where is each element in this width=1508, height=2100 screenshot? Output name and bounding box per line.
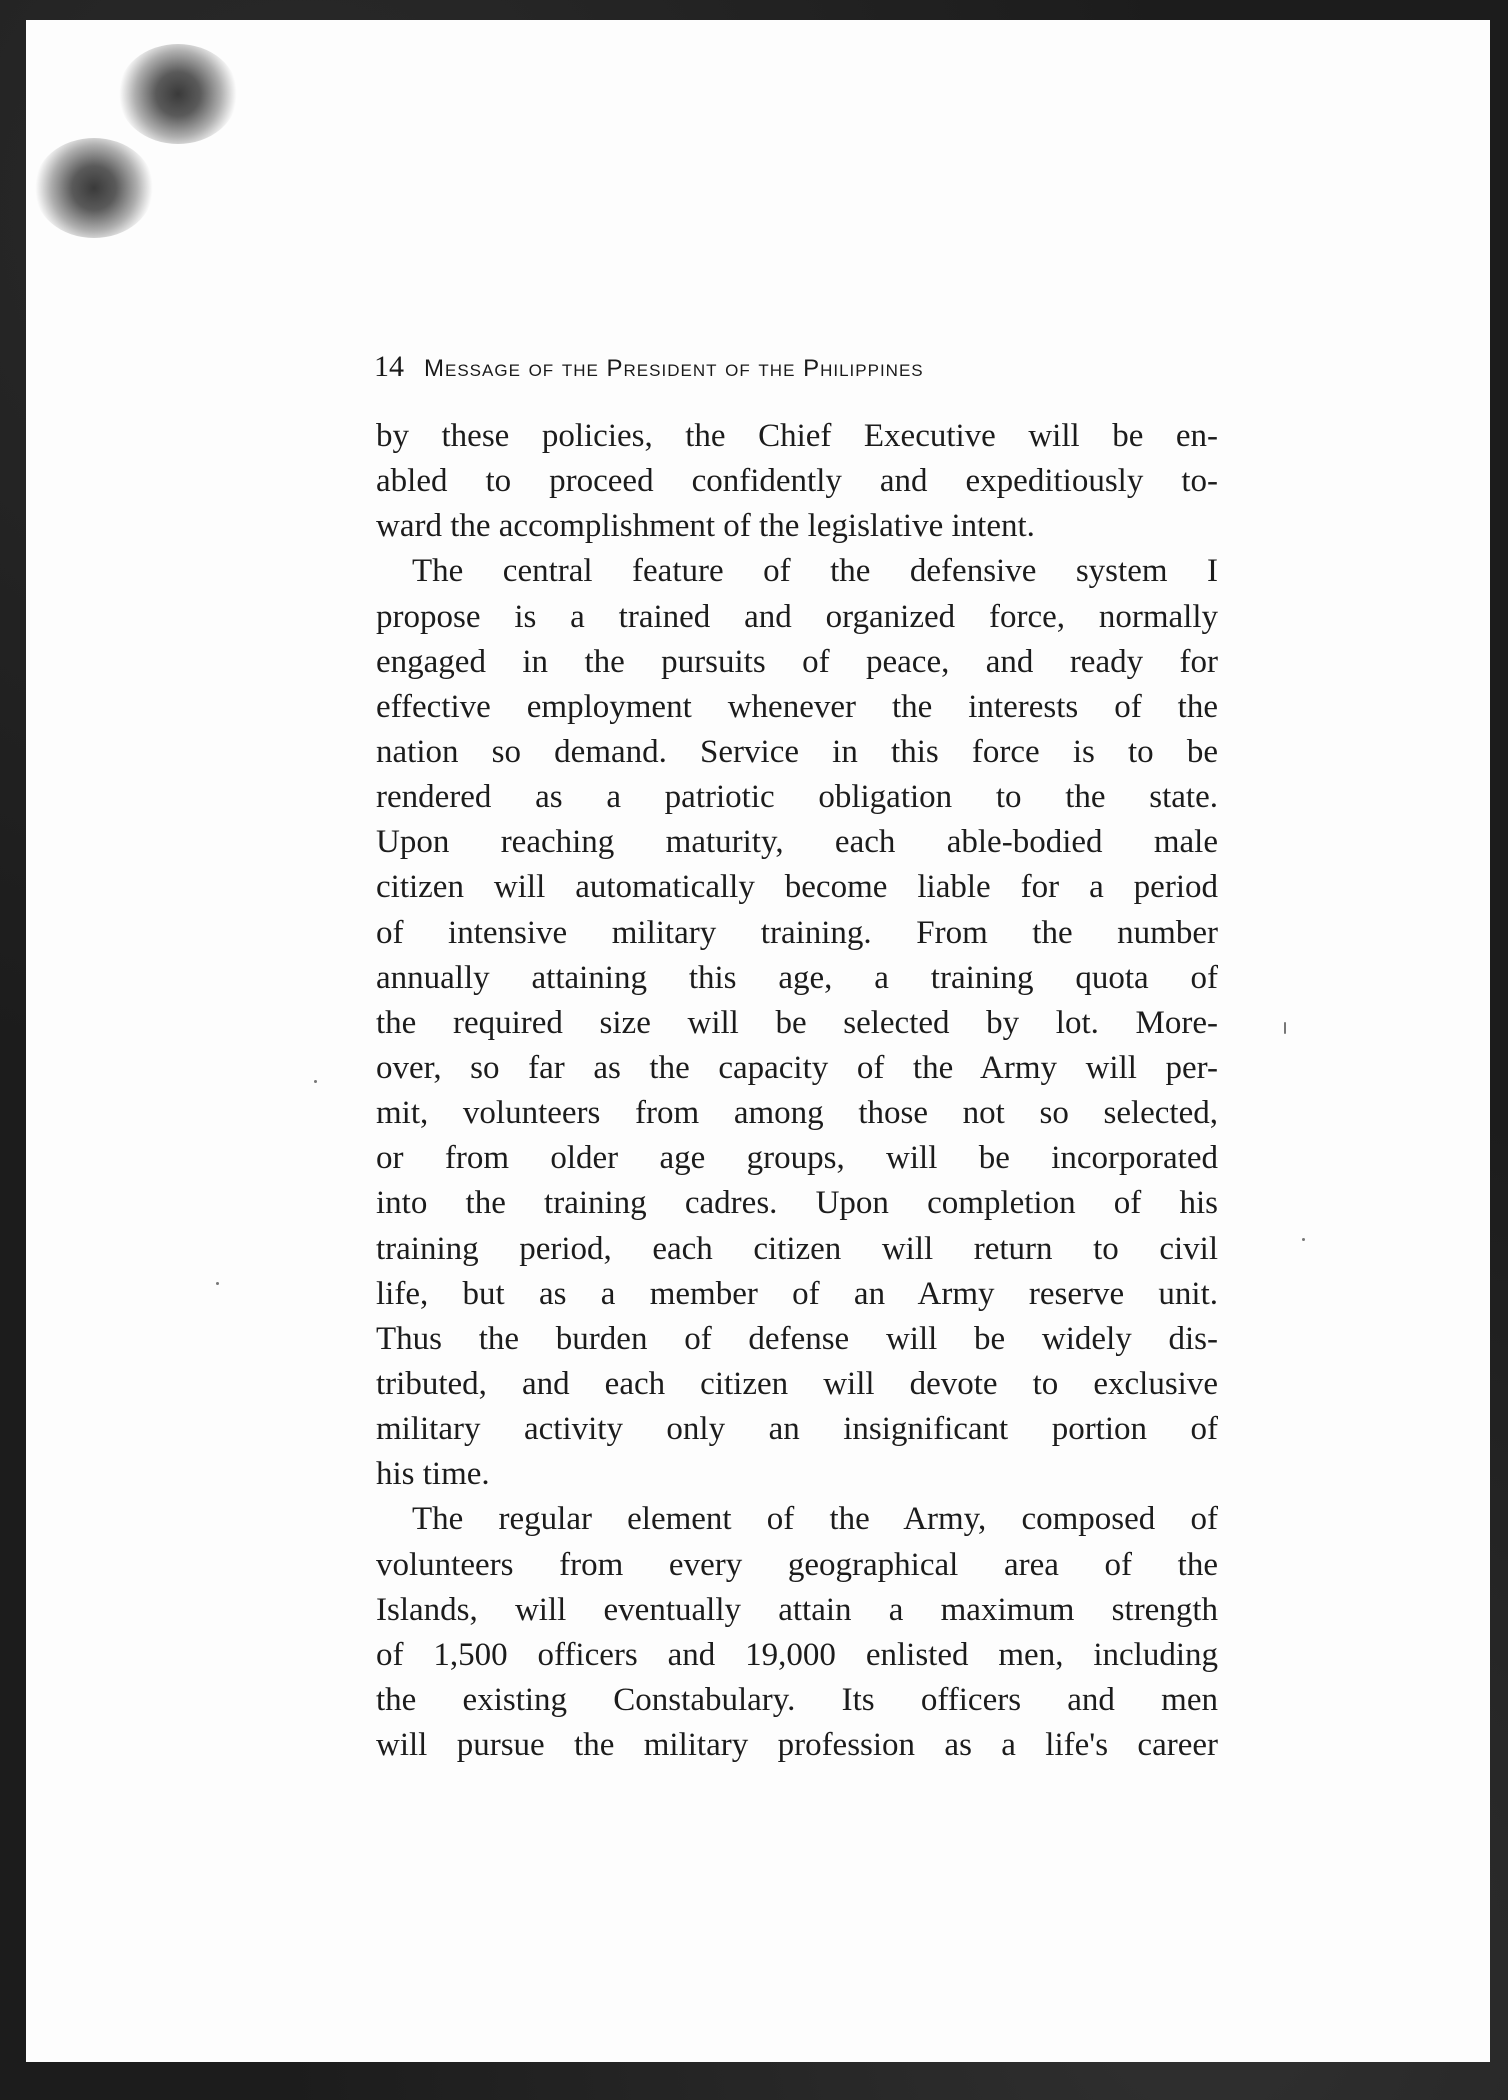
text-line: The central feature of the defensive system I: [412, 553, 1218, 590]
text-line: abled to proceed confidently and expeditiously to-: [376, 463, 1218, 500]
paragraph: [376, 414, 1218, 549]
text-line: Islands, will eventually attain a maximum strength: [376, 1591, 1218, 1628]
running-head: [374, 350, 1224, 384]
text-line: by these policies, the Chief Executive will be en-: [376, 418, 1218, 454]
scan-speck: [216, 1282, 219, 1285]
text-line: of 1,500 officers and 19,000 enlisted men, including: [376, 1636, 1218, 1673]
text-line: ward the accomplishment of the legislative intent.: [376, 508, 1035, 545]
text-line: into the training cadres. Upon completion of his: [376, 1185, 1218, 1222]
text-line: mit, volunteers from among those not so selected,: [376, 1095, 1218, 1132]
text-line: will pursue the military profession as a life's career: [376, 1727, 1218, 1764]
text-line: rendered as a patriotic obligation to the state.: [376, 779, 1218, 816]
scan-speck: [1302, 1238, 1305, 1241]
text-line: volunteers from every geographical area of the: [376, 1546, 1218, 1583]
text-line: the required size will be selected by lot. More-: [376, 1004, 1218, 1041]
paragraph: [376, 1497, 1218, 1768]
text-line: life, but as a member of an Army reserve unit.: [376, 1275, 1218, 1312]
text-line: propose is a trained and organized force, normally: [376, 598, 1218, 635]
text-line: annually attaining this age, a training quota of: [376, 959, 1218, 996]
body-text: [376, 414, 1218, 1768]
text-line: the existing Constabulary. Its officers and men: [376, 1681, 1218, 1718]
text-line: his time.: [376, 1456, 490, 1493]
running-head-title: Message of the President of the Philippines: [424, 355, 924, 382]
text-line: Thus the burden of defense will be widely dis-: [376, 1320, 1218, 1357]
text-line: tributed, and each citizen will devote to exclusive: [376, 1365, 1218, 1402]
text-line: citizen will automatically become liable for a period: [376, 869, 1218, 906]
punch-hole-mark: [118, 44, 238, 144]
punch-hole-mark: [34, 138, 154, 238]
text-line: engaged in the pursuits of peace, and ready for: [376, 643, 1218, 680]
text-line: The regular element of the Army, composed of: [412, 1501, 1218, 1538]
text-line: Upon reaching maturity, each able-bodied male: [376, 824, 1218, 861]
text-line: effective employment whenever the interests of the: [376, 688, 1218, 725]
scan-speck: [1284, 1022, 1286, 1034]
text-line: training period, each citizen will return to civil: [376, 1230, 1218, 1267]
paragraph: [376, 549, 1218, 1497]
text-line: over, so far as the capacity of the Army will per-: [376, 1049, 1218, 1086]
text-line: military activity only an insignificant portion of: [376, 1411, 1218, 1448]
text-line: or from older age groups, will be incorporated: [376, 1140, 1218, 1177]
text-line: of intensive military training. From the number: [376, 914, 1218, 951]
scan-speck: [314, 1080, 317, 1083]
text-line: nation so demand. Service in this force is to be: [376, 733, 1218, 770]
page-number: 14: [374, 350, 404, 383]
